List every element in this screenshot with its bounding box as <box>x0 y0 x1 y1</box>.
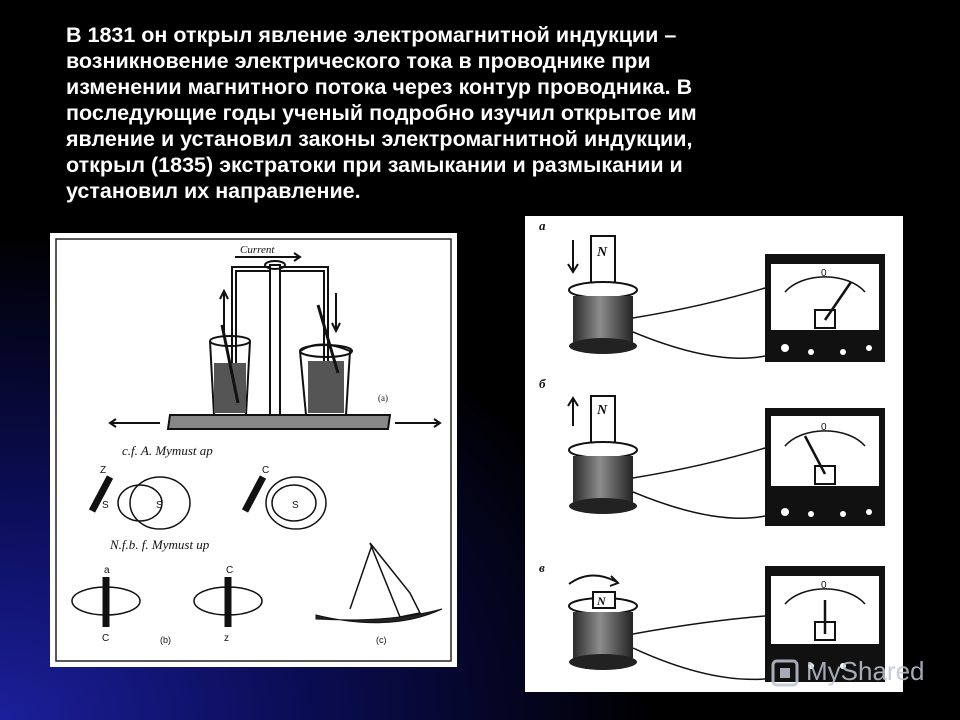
text-line-7: установил их направление. <box>66 179 361 203</box>
myshared-logo-icon <box>770 658 800 688</box>
magnet-label-b: N <box>597 403 608 418</box>
pole-c: C <box>262 465 270 476</box>
faraday-sketch-figure <box>50 233 457 667</box>
pole-c-top: C <box>226 565 234 576</box>
pole-z-bottom: z <box>224 633 229 644</box>
text-line-1: В 1831 он открыл явление электромагнитной индукции – <box>66 23 677 47</box>
label-b: (b) <box>160 635 171 645</box>
induction-experiment-drawing <box>525 216 903 692</box>
experiment-a <box>539 218 885 362</box>
label-exp-c: в <box>539 560 545 575</box>
pole-s-right: S <box>292 500 299 511</box>
magnet-label-c: N <box>597 594 606 608</box>
label-exp-a: а <box>539 218 546 233</box>
experiment-b <box>539 376 885 526</box>
handwriting-2: N.f.b. f. Mymust up <box>110 537 210 552</box>
pole-c-bottom: C <box>102 633 110 644</box>
label-c: (c) <box>376 635 387 645</box>
watermark-text: MyShared <box>806 656 925 686</box>
pole-s-circle: S <box>156 500 163 511</box>
text-line-2: возникновение электрического тока в проводнике при <box>66 49 651 73</box>
text-line-4: последующие годы ученый подробно изучил открытое им <box>66 101 697 125</box>
slide-body-text <box>66 22 806 204</box>
pole-s-left: S <box>102 500 109 511</box>
meter-zero-a: 0 <box>821 268 827 279</box>
handwriting-1: c.f. A. Mymust ap <box>122 443 213 458</box>
text-line-3: изменении магнитного потока через контур проводника. В <box>66 75 693 99</box>
label-a: (a) <box>378 393 388 403</box>
label-exp-b: б <box>539 376 546 391</box>
current-label: Current <box>240 244 275 256</box>
meter-zero-b: 0 <box>821 422 827 433</box>
magnet-label-a: N <box>597 245 608 260</box>
watermark <box>770 656 925 688</box>
induction-experiment-figure <box>525 216 903 692</box>
faraday-sketch-drawing <box>50 233 457 667</box>
pole-z: Z <box>100 465 107 476</box>
text-line-5: явление и установил законы электромагнитной индукции, <box>66 127 693 151</box>
text-line-6: открыл (1835) экстратоки при замыкании и размыкании и <box>66 153 683 177</box>
meter-zero-c: 0 <box>821 580 827 591</box>
pole-a: a <box>104 565 110 576</box>
